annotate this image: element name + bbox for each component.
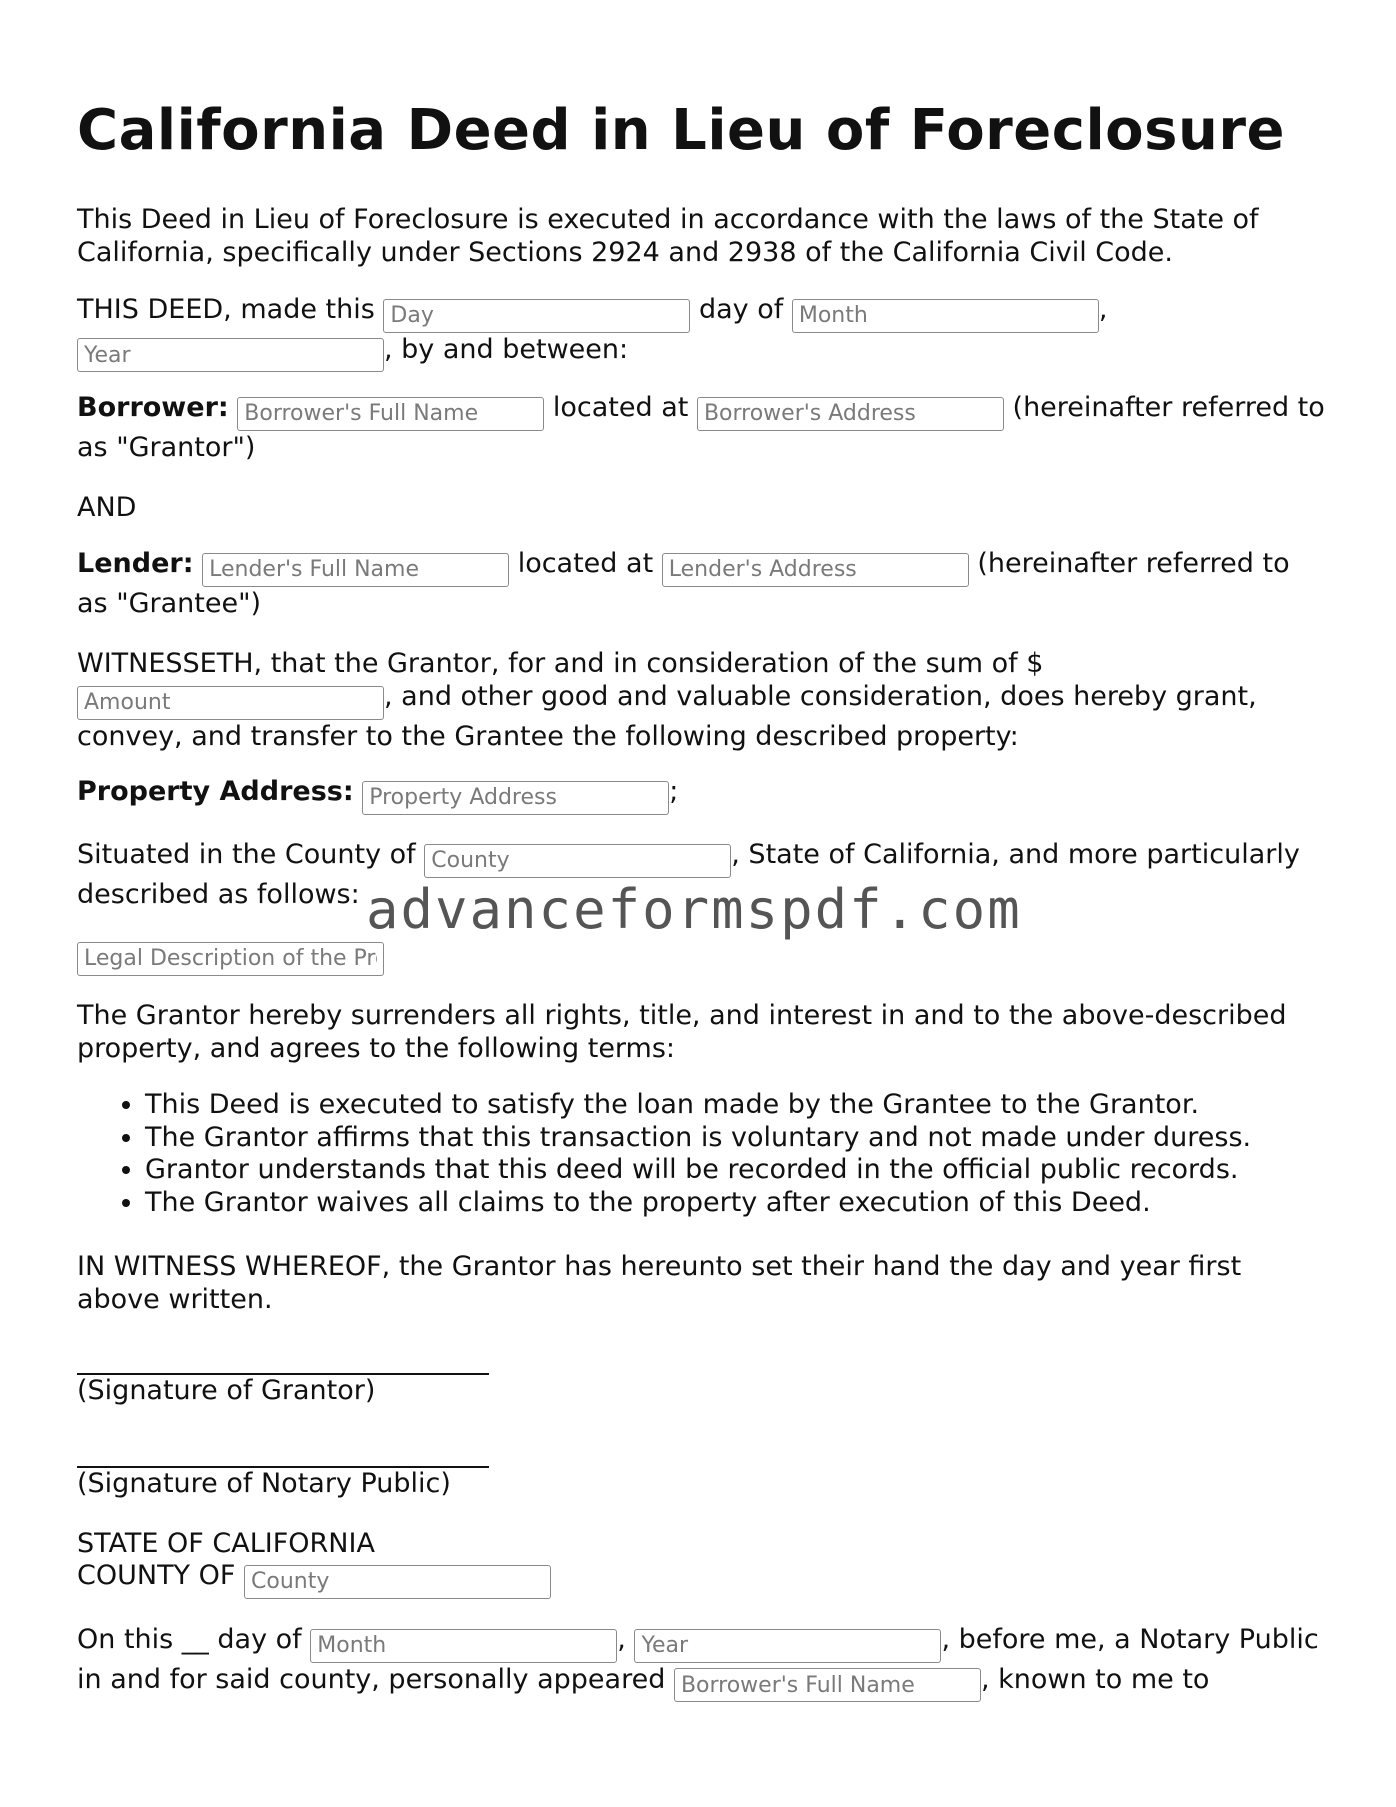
property-address-label: Property Address: (77, 776, 354, 807)
lender-paragraph (77, 547, 1327, 620)
witness-whereof-paragraph: IN WITNESS WHEREOF, the Grantor has hereunto set their hand the day and year first above written. (77, 1251, 1242, 1315)
watermark-text: advanceformspdf.com (366, 878, 1022, 941)
property-address-input[interactable] (362, 781, 669, 815)
deed-line-suffix: , by and between: (384, 333, 629, 365)
borrower-located-at: located at (552, 392, 689, 423)
deed-year-input[interactable] (77, 338, 384, 372)
notary-acknowledgment-paragraph (77, 1623, 1327, 1702)
lender-address-input[interactable] (662, 553, 969, 587)
notary-line-middle: , before me, a Notary Public in and for said county, personally appeared (77, 1624, 1319, 1695)
borrower-suffix: (hereinafter referred to as "Grantor") (77, 392, 1325, 463)
deed-line-day-of: day of (698, 294, 784, 325)
grantor-signature-label: (Signature of Grantor) (77, 1375, 376, 1406)
county-line-suffix: , State of California, and more particularly described as follows: (77, 839, 1300, 910)
notary-year-input[interactable] (634, 1629, 941, 1663)
borrower-name-input[interactable] (237, 397, 544, 431)
borrower-address-input[interactable] (697, 397, 1004, 431)
county-of-label: COUNTY OF (77, 1560, 236, 1591)
property-address-suffix: ; (669, 776, 679, 807)
terms-list (77, 1089, 1395, 1219)
lender-name-input[interactable] (202, 553, 509, 587)
lender-suffix: (hereinafter referred to as "Grantee") (77, 548, 1290, 619)
notary-signature-label: (Signature of Notary Public) (77, 1468, 451, 1499)
witnesseth-prefix: WITNESSETH, that the Grantor, for and in consideration of the sum of $ (77, 648, 1044, 679)
lender-label: Lender: (77, 548, 194, 579)
deed-line-comma: , (1098, 294, 1108, 325)
list-item: • Grantor understands that this deed will be recorded in the official public records. (145, 1154, 1395, 1187)
witnesseth-paragraph (77, 647, 1327, 753)
notary-month-input[interactable] (310, 1629, 617, 1663)
borrower-paragraph (77, 391, 1327, 464)
deed-month-input[interactable] (792, 299, 1099, 333)
notary-county-input[interactable] (244, 1565, 551, 1599)
witnesseth-suffix: , and other good and valuable consideration, does hereby grant, convey, and transfer to the Grantee the following described property: (77, 681, 1257, 752)
list-item: • This Deed is executed to satisfy the loan made by the Grantee to the Grantor. (145, 1089, 1395, 1122)
list-item: • The Grantor waives all claims to the property after execution of this Deed. (145, 1187, 1395, 1220)
intro-paragraph: This Deed in Lieu of Foreclosure is executed in accordance with the laws of the State of California, specifically under Sections 2924 and 2938 of the California Civil Code. (77, 204, 1259, 268)
notary-line-suffix: , known to me to (980, 1663, 1210, 1695)
legal-description-paragraph (77, 936, 1327, 976)
notary-line-comma: , (617, 1624, 626, 1655)
state-line: STATE OF CALIFORNIA (77, 1528, 375, 1559)
surrender-paragraph: The Grantor hereby surrenders all rights, title, and interest in and to the above-described property, and agrees to the following terms: (77, 1000, 1287, 1064)
deed-day-input[interactable] (383, 299, 690, 333)
notary-line-prefix: On this __ day of (77, 1624, 302, 1655)
deed-line-prefix: THIS DEED, made this (77, 294, 375, 325)
notary-borrower-name-input[interactable] (674, 1668, 981, 1702)
property-address-paragraph (77, 775, 1327, 815)
borrower-label: Borrower: (77, 392, 229, 423)
amount-input[interactable] (77, 686, 384, 720)
county-of-paragraph (77, 1559, 1327, 1599)
and-text: AND (77, 492, 137, 523)
county-input[interactable] (424, 844, 731, 878)
list-item: • The Grantor affirms that this transaction is voluntary and not made under duress. (145, 1122, 1395, 1155)
deed-date-paragraph (77, 293, 1327, 372)
document-title: California Deed in Lieu of Foreclosure (77, 98, 1285, 163)
lender-located-at: located at (517, 548, 654, 579)
county-line-prefix: Situated in the County of (77, 839, 416, 870)
legal-description-input[interactable] (77, 942, 384, 976)
